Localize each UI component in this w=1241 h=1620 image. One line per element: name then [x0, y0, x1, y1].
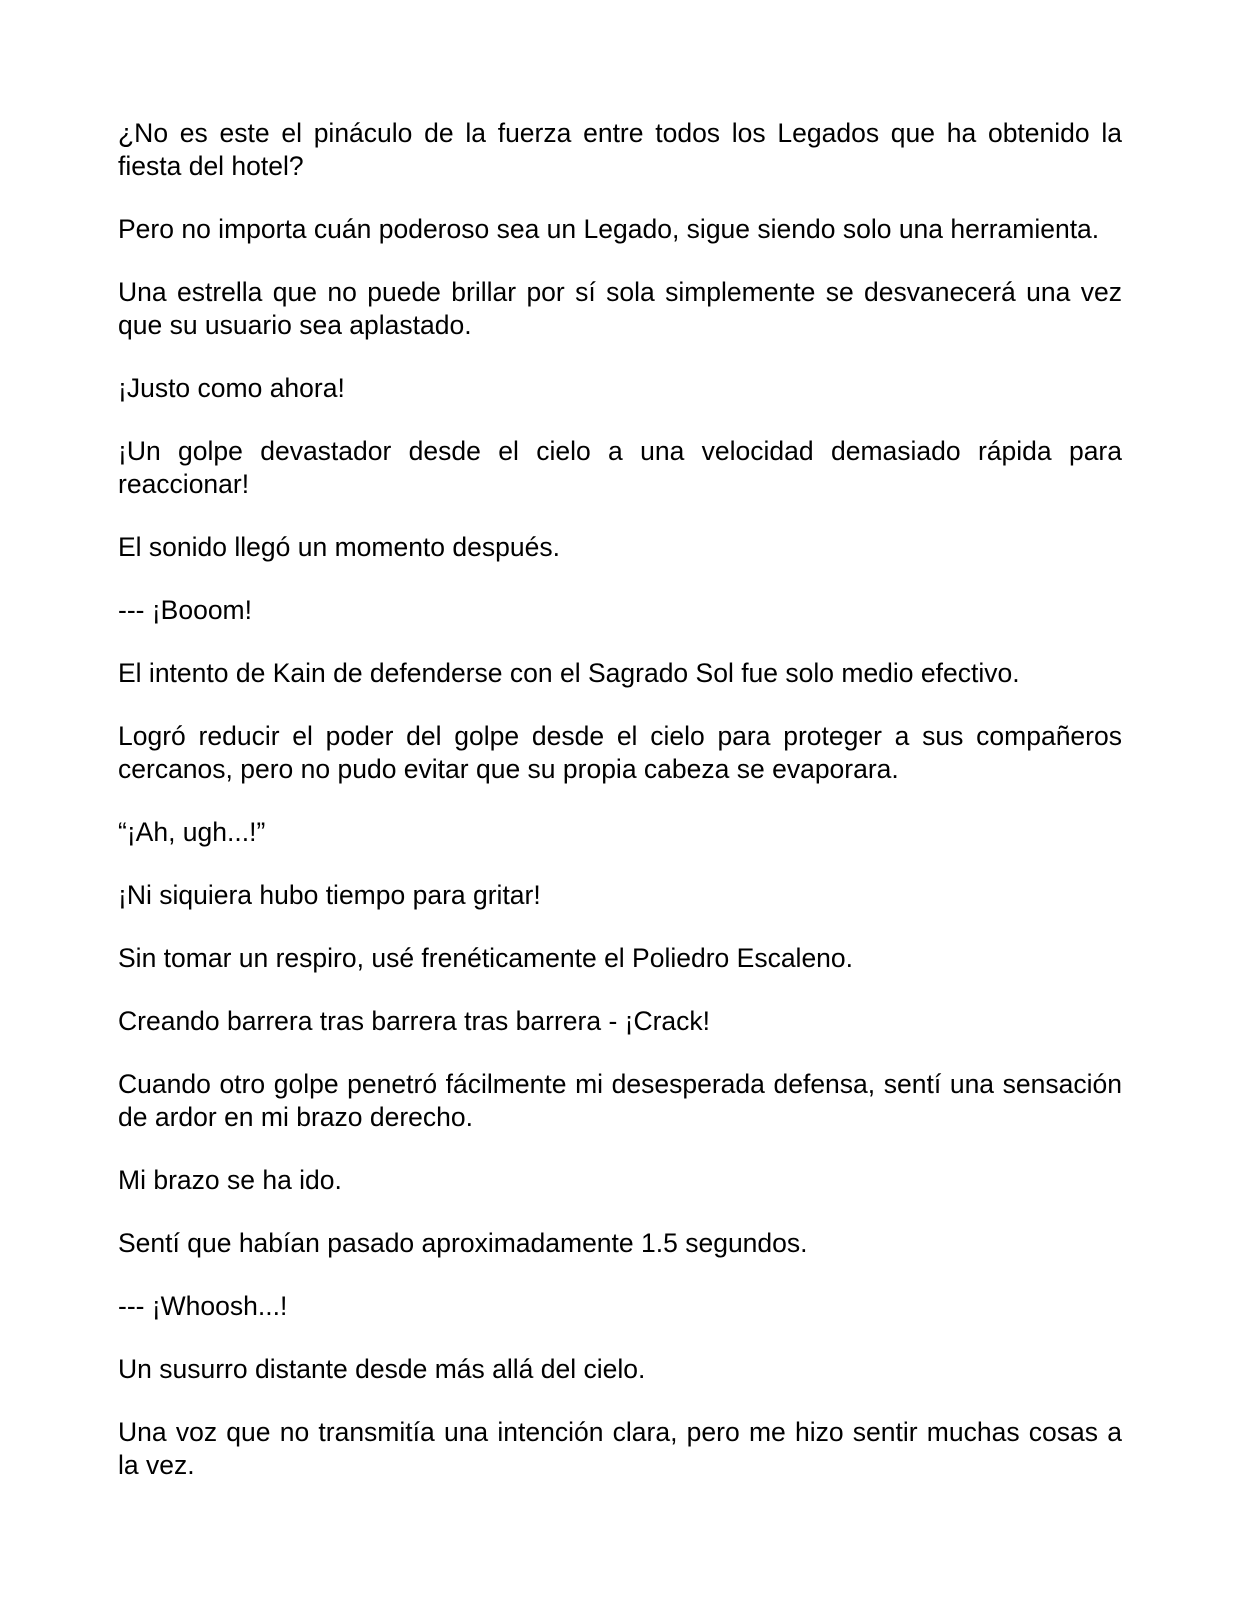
paragraph: ¿No es este el pináculo de la fuerza entre todos los Legados que ha obtenido la fiesta del hotel? [118, 118, 1122, 181]
paragraph: --- ¡Whoosh...! [118, 1291, 288, 1321]
paragraph: Creando barrera tras barrera tras barrera - ¡Crack! [118, 1006, 711, 1036]
paragraph: Logró reducir el poder del golpe desde el cielo para proteger a sus compañeros cercanos, pero no pudo evitar que su propia cabeza se evaporara. [118, 721, 1122, 784]
paragraph: El intento de Kain de defenderse con el Sagrado Sol fue solo medio efectivo. [118, 658, 1020, 688]
paragraph: Sentí que habían pasado aproximadamente 1.5 segundos. [118, 1228, 808, 1258]
paragraph: Pero no importa cuán poderoso sea un Legado, sigue siendo solo una herramienta. [118, 214, 1100, 244]
document-body [118, 117, 1122, 1512]
paragraph: --- ¡Booom! [118, 595, 252, 625]
paragraph: Sin tomar un respiro, usé frenéticamente el Poliedro Escaleno. [118, 943, 854, 973]
paragraph: Cuando otro golpe penetró fácilmente mi desesperada defensa, sentí una sensación de ardor en mi brazo derecho. [118, 1069, 1122, 1132]
paragraph: Una voz que no transmitía una intención clara, pero me hizo sentir muchas cosas a la vez. [118, 1417, 1122, 1480]
paragraph: Mi brazo se ha ido. [118, 1165, 342, 1195]
paragraph: Un susurro distante desde más allá del cielo. [118, 1354, 646, 1384]
paragraph: El sonido llegó un momento después. [118, 532, 560, 562]
paragraph: Una estrella que no puede brillar por sí sola simplemente se desvanecerá una vez que su usuario sea aplastado. [118, 277, 1122, 340]
paragraph: ¡Un golpe devastador desde el cielo a una velocidad demasiado rápida para reaccionar! [118, 436, 1122, 499]
paragraph: ¡Ni siquiera hubo tiempo para gritar! [118, 880, 541, 910]
paragraph: “¡Ah, ugh...!” [118, 817, 266, 847]
paragraph: ¡Justo como ahora! [118, 373, 345, 403]
